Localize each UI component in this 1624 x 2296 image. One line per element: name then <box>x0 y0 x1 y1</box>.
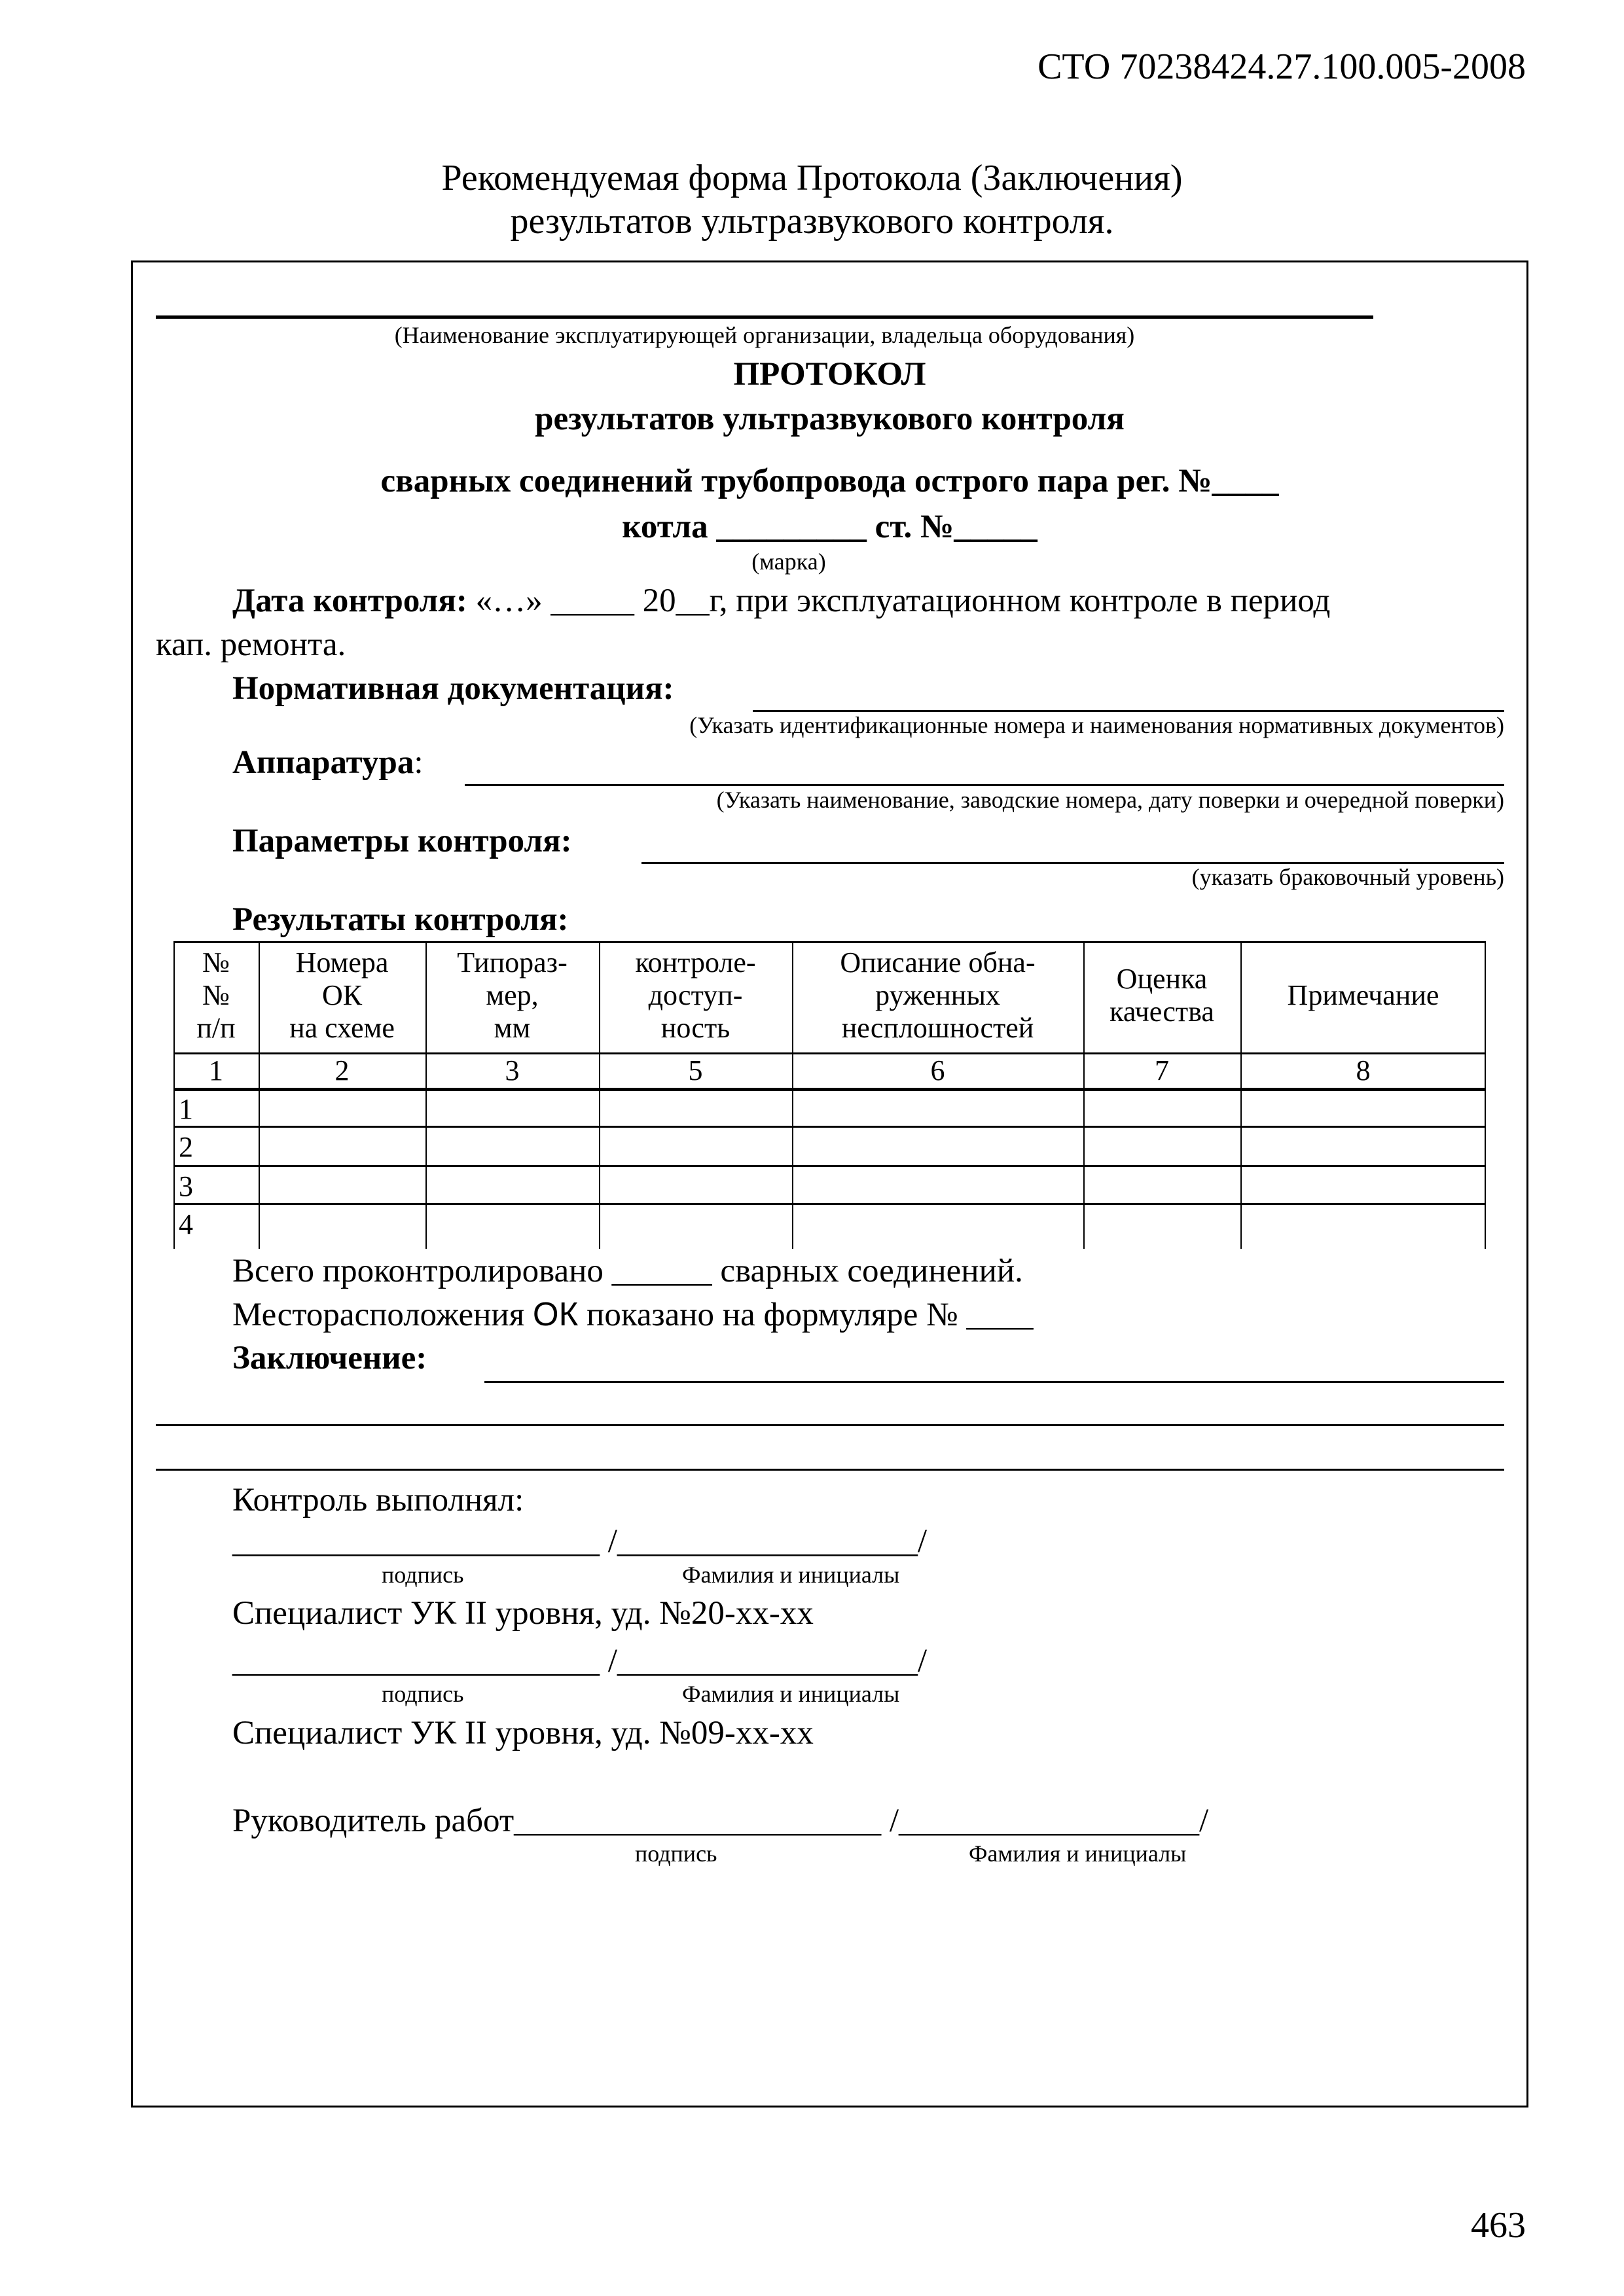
conclusion-label: Заключение: <box>232 1340 427 1376</box>
name-caption-1: Фамилия и инициалы <box>682 1562 900 1588</box>
page-title-line1: Рекомендуемая форма Протокола (Заключения) <box>441 158 1183 198</box>
signature-caption-2: подпись <box>382 1681 464 1707</box>
performed-by-label: Контроль выполнял: <box>232 1482 524 1518</box>
table-row-number: 4 <box>179 1208 193 1240</box>
table-header-cell: Типораз- мер, мм <box>457 946 568 1044</box>
protocol-subtitle: результатов ультразвукового контроля <box>535 401 1125 437</box>
parameters-caption: (указать браковочный уровень) <box>1191 864 1504 890</box>
parameters-label: Параметры контроля: <box>232 823 572 859</box>
conclusion-line-3[interactable] <box>156 1469 1504 1471</box>
brand-caption: (марка) <box>751 548 826 575</box>
normative-docs-caption: (Указать идентификационные номера и наименования нормативных документов) <box>689 712 1504 738</box>
organization-caption: (Наименование эксплуатирующей организации, владельца оборудования) <box>394 322 1135 348</box>
table-header-cell: Описание обна- руженных несплошностей <box>840 946 1036 1044</box>
manager-name-caption: Фамилия и инициалы <box>969 1840 1187 1867</box>
equipment-field[interactable] <box>465 751 1504 786</box>
location-prefix: Месторасположения <box>232 1297 533 1333</box>
table-column-number: 3 <box>505 1054 520 1086</box>
manager-signature-line[interactable]: Руководитель работ______________________ /__________________/ <box>232 1803 1209 1839</box>
table-header-cell: Примечание <box>1287 979 1439 1011</box>
table-header-cell: № № п/п <box>196 946 236 1044</box>
parameters-field[interactable] <box>641 828 1504 864</box>
table-header-cell: Оценка качества <box>1110 963 1214 1028</box>
object-line-2: котла _________ ст. №_____ <box>622 509 1038 545</box>
signature-line-2[interactable]: ______________________ /__________________/ <box>232 1643 928 1679</box>
control-date-value: «…» _____ 20__г, при эксплуатационном контроле в период <box>467 583 1331 619</box>
table-column-number: 8 <box>1356 1054 1371 1086</box>
equipment <box>232 743 424 782</box>
table-column-number: 5 <box>688 1054 703 1086</box>
location-ok: ОК <box>532 1295 579 1333</box>
table-line <box>173 1203 1486 1205</box>
document-code: СТО 70238424.27.100.005-2008 <box>1038 46 1526 87</box>
signature-caption-1: подпись <box>382 1562 464 1588</box>
results-label: Результаты контроля: <box>232 901 569 938</box>
normative-docs-label: Нормативная документация: <box>232 670 674 707</box>
location-suffix: показано на формуляре № ____ <box>578 1297 1034 1333</box>
table-row-number: 2 <box>179 1131 193 1163</box>
table-column-number: 6 <box>930 1054 945 1086</box>
protocol-title: ПРОТОКОЛ <box>733 356 926 393</box>
table-line <box>173 1165 1486 1167</box>
conclusion-field[interactable] <box>484 1347 1504 1383</box>
table-header-cell: Номера ОК на схеме <box>289 946 395 1044</box>
name-caption-2: Фамилия и инициалы <box>682 1681 900 1707</box>
table-column-number: 7 <box>1155 1054 1169 1086</box>
table-line <box>173 1126 1486 1128</box>
page-number: 463 <box>1471 2205 1526 2246</box>
conclusion-line-2[interactable] <box>156 1424 1504 1426</box>
equipment-label: Аппаратура <box>232 744 414 781</box>
table-column-number: 1 <box>209 1054 223 1086</box>
control-date <box>232 581 1330 620</box>
equipment-colon: : <box>414 744 424 781</box>
normative-docs-field[interactable] <box>753 676 1504 712</box>
table-row-number: 3 <box>179 1170 193 1202</box>
manager-signature-caption: подпись <box>635 1840 717 1867</box>
table-line <box>173 1088 1486 1091</box>
signature-line-1[interactable]: ______________________ /__________________/ <box>232 1523 928 1560</box>
equipment-caption: (Указать наименование, заводские номера, дату поверки и очередной поверки) <box>716 787 1504 813</box>
control-date-label: Дата контроля: <box>232 583 467 619</box>
total-inspected: Всего проконтролировано ______ сварных соединений. <box>232 1253 1023 1289</box>
table-row-number: 1 <box>179 1093 193 1125</box>
control-date-continuation: кап. ремонта. <box>156 626 346 663</box>
page-title-line2: результатов ультразвукового контроля. <box>510 201 1114 242</box>
object-line-1: сварных соединений трубопровода острого пара рег. №____ <box>380 463 1279 499</box>
specialist-1: Специалист УК II уровня, уд. №20-хх-хх <box>232 1595 814 1632</box>
table-line <box>173 941 1486 943</box>
table-column-number: 2 <box>334 1054 350 1086</box>
location-note <box>232 1295 1034 1335</box>
specialist-2: Специалист УК II уровня, уд. №09-хх-хх <box>232 1715 814 1751</box>
table-header-cell: контроле- доступ- ность <box>635 946 756 1044</box>
organization-name-field[interactable] <box>156 315 1373 319</box>
